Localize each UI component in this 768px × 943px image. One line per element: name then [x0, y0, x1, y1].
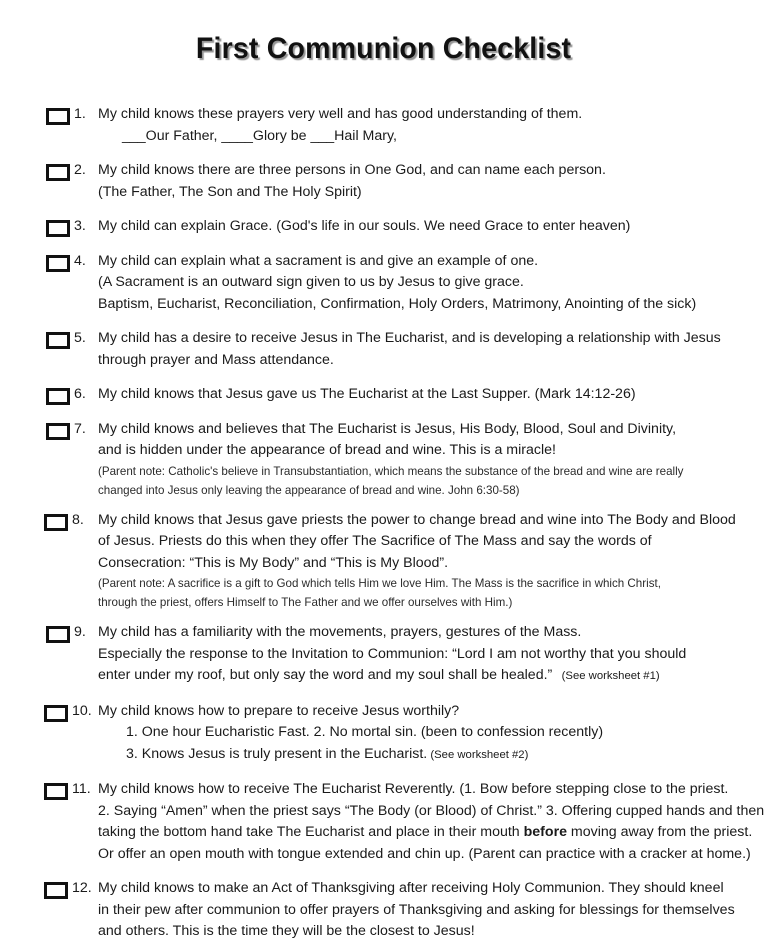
checklist-item [0, 328, 768, 371]
item-line: My child can explain Grace. (God's life in our souls. We need Grace to enter heaven) [98, 218, 631, 235]
bold-line-after: moving away from the priest. [566, 824, 753, 841]
item-number: 8. [72, 511, 84, 528]
checkbox-item-6[interactable] [46, 388, 70, 405]
checkbox-item-4[interactable] [46, 255, 70, 272]
item-line: (The Father, The Son and The Holy Spirit) [98, 183, 362, 200]
item-number: 2. [74, 162, 86, 179]
bold-line-before: taking the bottom hand take The Eucharist and place in their mouth [98, 824, 524, 841]
checklist-item [0, 251, 768, 316]
item-line: My child knows how to receive The Eucharist Reverently. (1. Bow before stepping close to the priest. [98, 781, 729, 798]
item-number: 7. [74, 420, 86, 437]
item-line: My child can explain what a sacrament is and give an example of one. [98, 252, 539, 269]
item-line: My child knows and believes that The Eucharist is Jesus, His Body, Blood, Soul and Divinity, [98, 420, 677, 437]
checklist-item [0, 384, 768, 406]
checklist-item [0, 701, 768, 767]
item-body [98, 510, 740, 613]
checklist-item [0, 622, 768, 688]
checklist-item [0, 104, 768, 147]
item-subline-text: 3. Knows Jesus is truly present in the Eucharist. [126, 745, 428, 762]
item-line: (A Sacrament is an outward sign given to us by Jesus to give grace. [98, 274, 524, 291]
checklist-item [0, 779, 768, 865]
bold-line-emphasis: before [523, 824, 567, 841]
item-line: My child has a desire to receive Jesus in The Eucharist, and is developing a relationship with Jesus [98, 330, 721, 347]
checkbox-item-1[interactable] [46, 108, 70, 125]
worksheet-reference: (See worksheet #1) [561, 670, 660, 683]
item-line: My child knows there are three persons in One God, and can name each person. [98, 162, 606, 179]
item-subline: Especially the response to the Invitation to Communion: “Lord I am not worthy that you should [98, 645, 687, 662]
worksheet-reference: (See worksheet #2) [430, 748, 529, 761]
item-subline-text: enter under my roof, but only say the word and my soul shall be healed.” [98, 667, 553, 684]
item-number: 9. [74, 624, 86, 641]
checklist-item [0, 216, 768, 238]
checkbox-item-9[interactable] [46, 626, 70, 643]
item-line: Or offer an open mouth with tongue extended and chin up. (Parent can practice with a cracker at home.) [98, 845, 751, 862]
checkbox-item-11[interactable] [44, 783, 68, 800]
item-line: of Jesus. Priests do this when they offer The Sacrifice of The Mass and say the words of [98, 533, 652, 550]
checkbox-item-8[interactable] [44, 514, 68, 531]
item-line: My child knows that Jesus gave us The Eucharist at the Last Supper. (Mark 14:12-26) [98, 386, 636, 403]
checklist-item [0, 160, 768, 203]
item-line: 2. Saying “Amen” when the priest says “The Body (or Blood) of Christ.” 3. Offering cupped hands and then [98, 802, 765, 819]
page-title: First Communion Checklist [196, 32, 572, 66]
checkbox-item-2[interactable] [46, 164, 70, 181]
item-body [98, 779, 765, 865]
item-body [98, 701, 740, 767]
item-number: 6. [74, 386, 86, 403]
item-line: ___Our Father, ____Glory be ___Hail Mary, [122, 127, 397, 144]
item-subline-with-trailer [98, 744, 740, 767]
item-line: in their pew after communion to offer prayers of Thanksgiving and asking for blessings for themselves [98, 901, 735, 918]
item-line: My child knows these prayers very well and has good understanding of them. [98, 106, 583, 123]
item-body [98, 104, 740, 147]
item-number: 11. [72, 781, 91, 798]
checklist-item [0, 419, 768, 500]
checklist-item [0, 878, 768, 943]
item-body [98, 328, 740, 371]
item-line: Consecration: “This is My Body” and “This is My Blood”. [98, 554, 449, 571]
item-line: and is hidden under the appearance of bread and wine. This is a miracle! [98, 442, 556, 459]
item-subline: 1. One hour Eucharistic Fast. 2. No mortal sin. (been to confession recently) [126, 724, 604, 741]
item-number: 10. [72, 702, 92, 719]
parent-note-line: changed into Jesus only leaving the appearance of bread and wine. John 6:30-58) [98, 483, 520, 497]
item-number: 3. [74, 218, 86, 235]
item-number: 5. [74, 330, 86, 347]
item-body [98, 251, 740, 316]
item-body [98, 878, 740, 943]
item-line: My child knows that Jesus gave priests the power to change bread and wine into The Body and Blood [98, 511, 736, 528]
item-number: 1. [74, 106, 86, 123]
parent-note-line: through the priest, offers Himself to The Father and we offer ourselves with Him.) [98, 596, 513, 610]
item-subline-with-trailer [98, 665, 740, 688]
checklist-item [0, 510, 768, 613]
item-number: 4. [74, 252, 86, 269]
item-line: My child knows how to prepare to receive Jesus worthily? [98, 702, 460, 719]
item-body [98, 216, 740, 238]
title-container [0, 0, 768, 86]
item-line-bold-emphasis [98, 822, 753, 844]
checkbox-item-10[interactable] [44, 705, 68, 722]
item-line: and others. This is the time they will be the closest to Jesus! [98, 923, 475, 940]
item-line: My child knows to make an Act of Thanksgiving after receiving Holy Communion. They should kneel [98, 880, 724, 897]
checkbox-item-7[interactable] [46, 423, 70, 440]
item-line: My child has a familiarity with the movements, prayers, gestures of the Mass. [98, 624, 582, 641]
parent-note-line: (Parent note: Catholic's believe in Transubstantiation, which means the substance of the bread and wine are really [98, 464, 684, 478]
checkbox-item-5[interactable] [46, 332, 70, 349]
checklist [0, 104, 768, 943]
item-body [98, 622, 740, 688]
checkbox-item-12[interactable] [44, 882, 68, 899]
checkbox-item-3[interactable] [46, 220, 70, 237]
parent-note-line: (Parent note: A sacrifice is a gift to God which tells Him we love Him. The Mass is the sacrifice in which Christ, [98, 577, 661, 591]
item-line: through prayer and Mass attendance. [98, 351, 334, 368]
item-body [98, 384, 740, 406]
item-number: 12. [72, 880, 92, 897]
item-body [98, 419, 740, 500]
item-line: Baptism, Eucharist, Reconciliation, Confirmation, Holy Orders, Matrimony, Anointing of the sick) [98, 295, 697, 312]
item-body [98, 160, 740, 203]
